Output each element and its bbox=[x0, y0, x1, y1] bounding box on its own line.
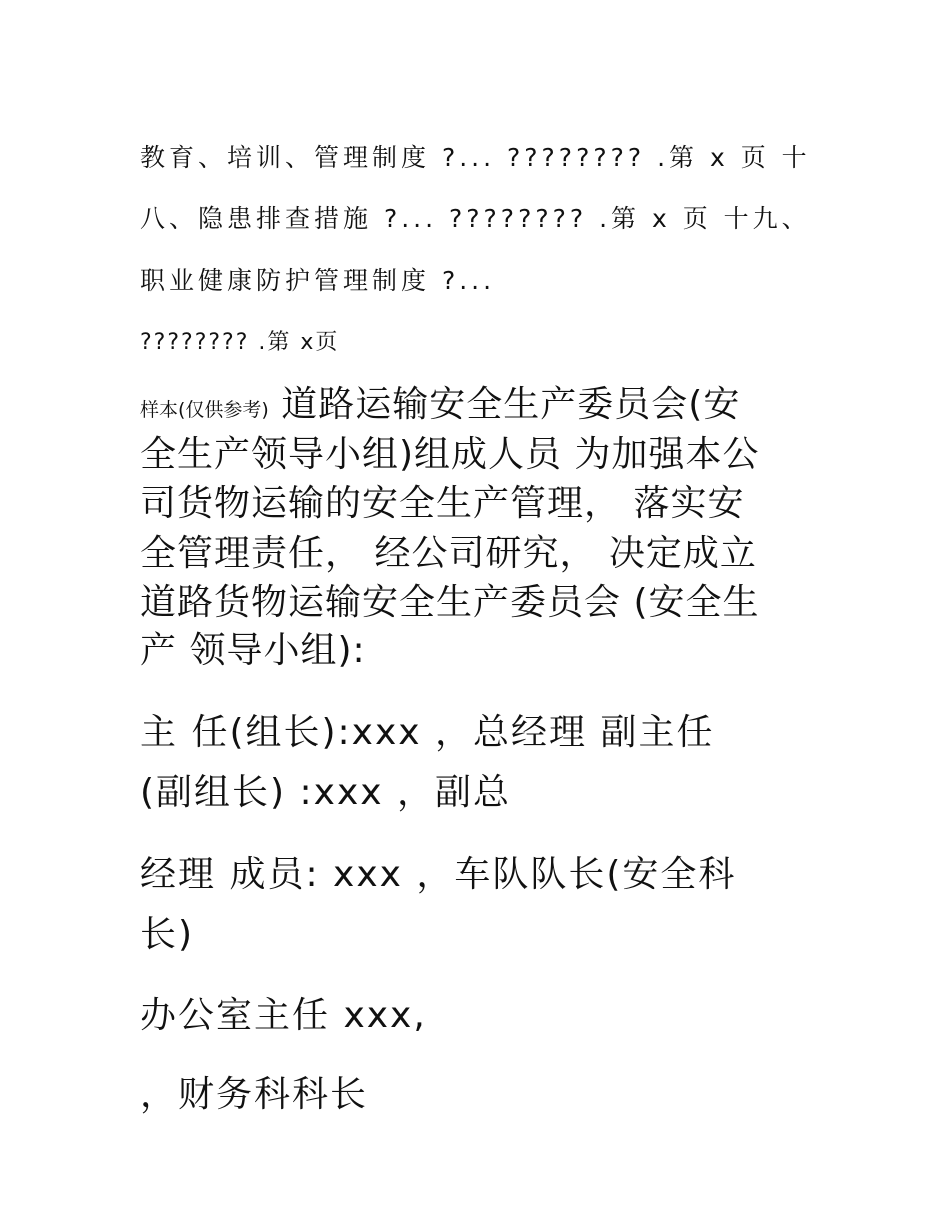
member-line: (副组长) :xxx ，副总 bbox=[140, 772, 512, 813]
toc-line: 八、隐患排查措施 ?... ???????? .第 x 页 十九、 bbox=[140, 204, 811, 233]
paragraph-line: 司货物运输的安全生产管理， 落实安 bbox=[140, 483, 745, 524]
toc-line: ???????? .第 x页 bbox=[140, 330, 340, 355]
paragraph-text: 道路运输安全生产委员会(安 bbox=[281, 384, 741, 425]
member-line: 经理 成员: xxx ，车队队长(安全科 bbox=[140, 854, 737, 895]
toc-line: 教育、培训、管理制度 ?... ???????? .第 x 页 十 bbox=[140, 143, 811, 172]
member-line: 长) bbox=[140, 914, 195, 955]
paragraph-line: 产 领导小组): bbox=[140, 630, 366, 671]
paragraph-line: 全管理责任， 经公司研究， 决定成立 bbox=[140, 533, 757, 574]
paragraph-line: 道路货物运输安全生产委员会 (安全生 bbox=[140, 582, 760, 623]
member-line: 主 任(组长):xxx ，总经理 副主任 bbox=[140, 712, 715, 753]
toc-line: 职业健康防护管理制度 ?... bbox=[140, 266, 496, 295]
member-line: ，财务科科长 bbox=[140, 1074, 369, 1115]
paragraph-line-with-label bbox=[140, 380, 740, 435]
sample-label: 样本(仅供参考) bbox=[140, 399, 269, 421]
member-line: 办公室主任 xxx, bbox=[140, 995, 427, 1036]
paragraph-line: 全生产领导小组)组成人员 为加强本公 bbox=[140, 434, 760, 475]
